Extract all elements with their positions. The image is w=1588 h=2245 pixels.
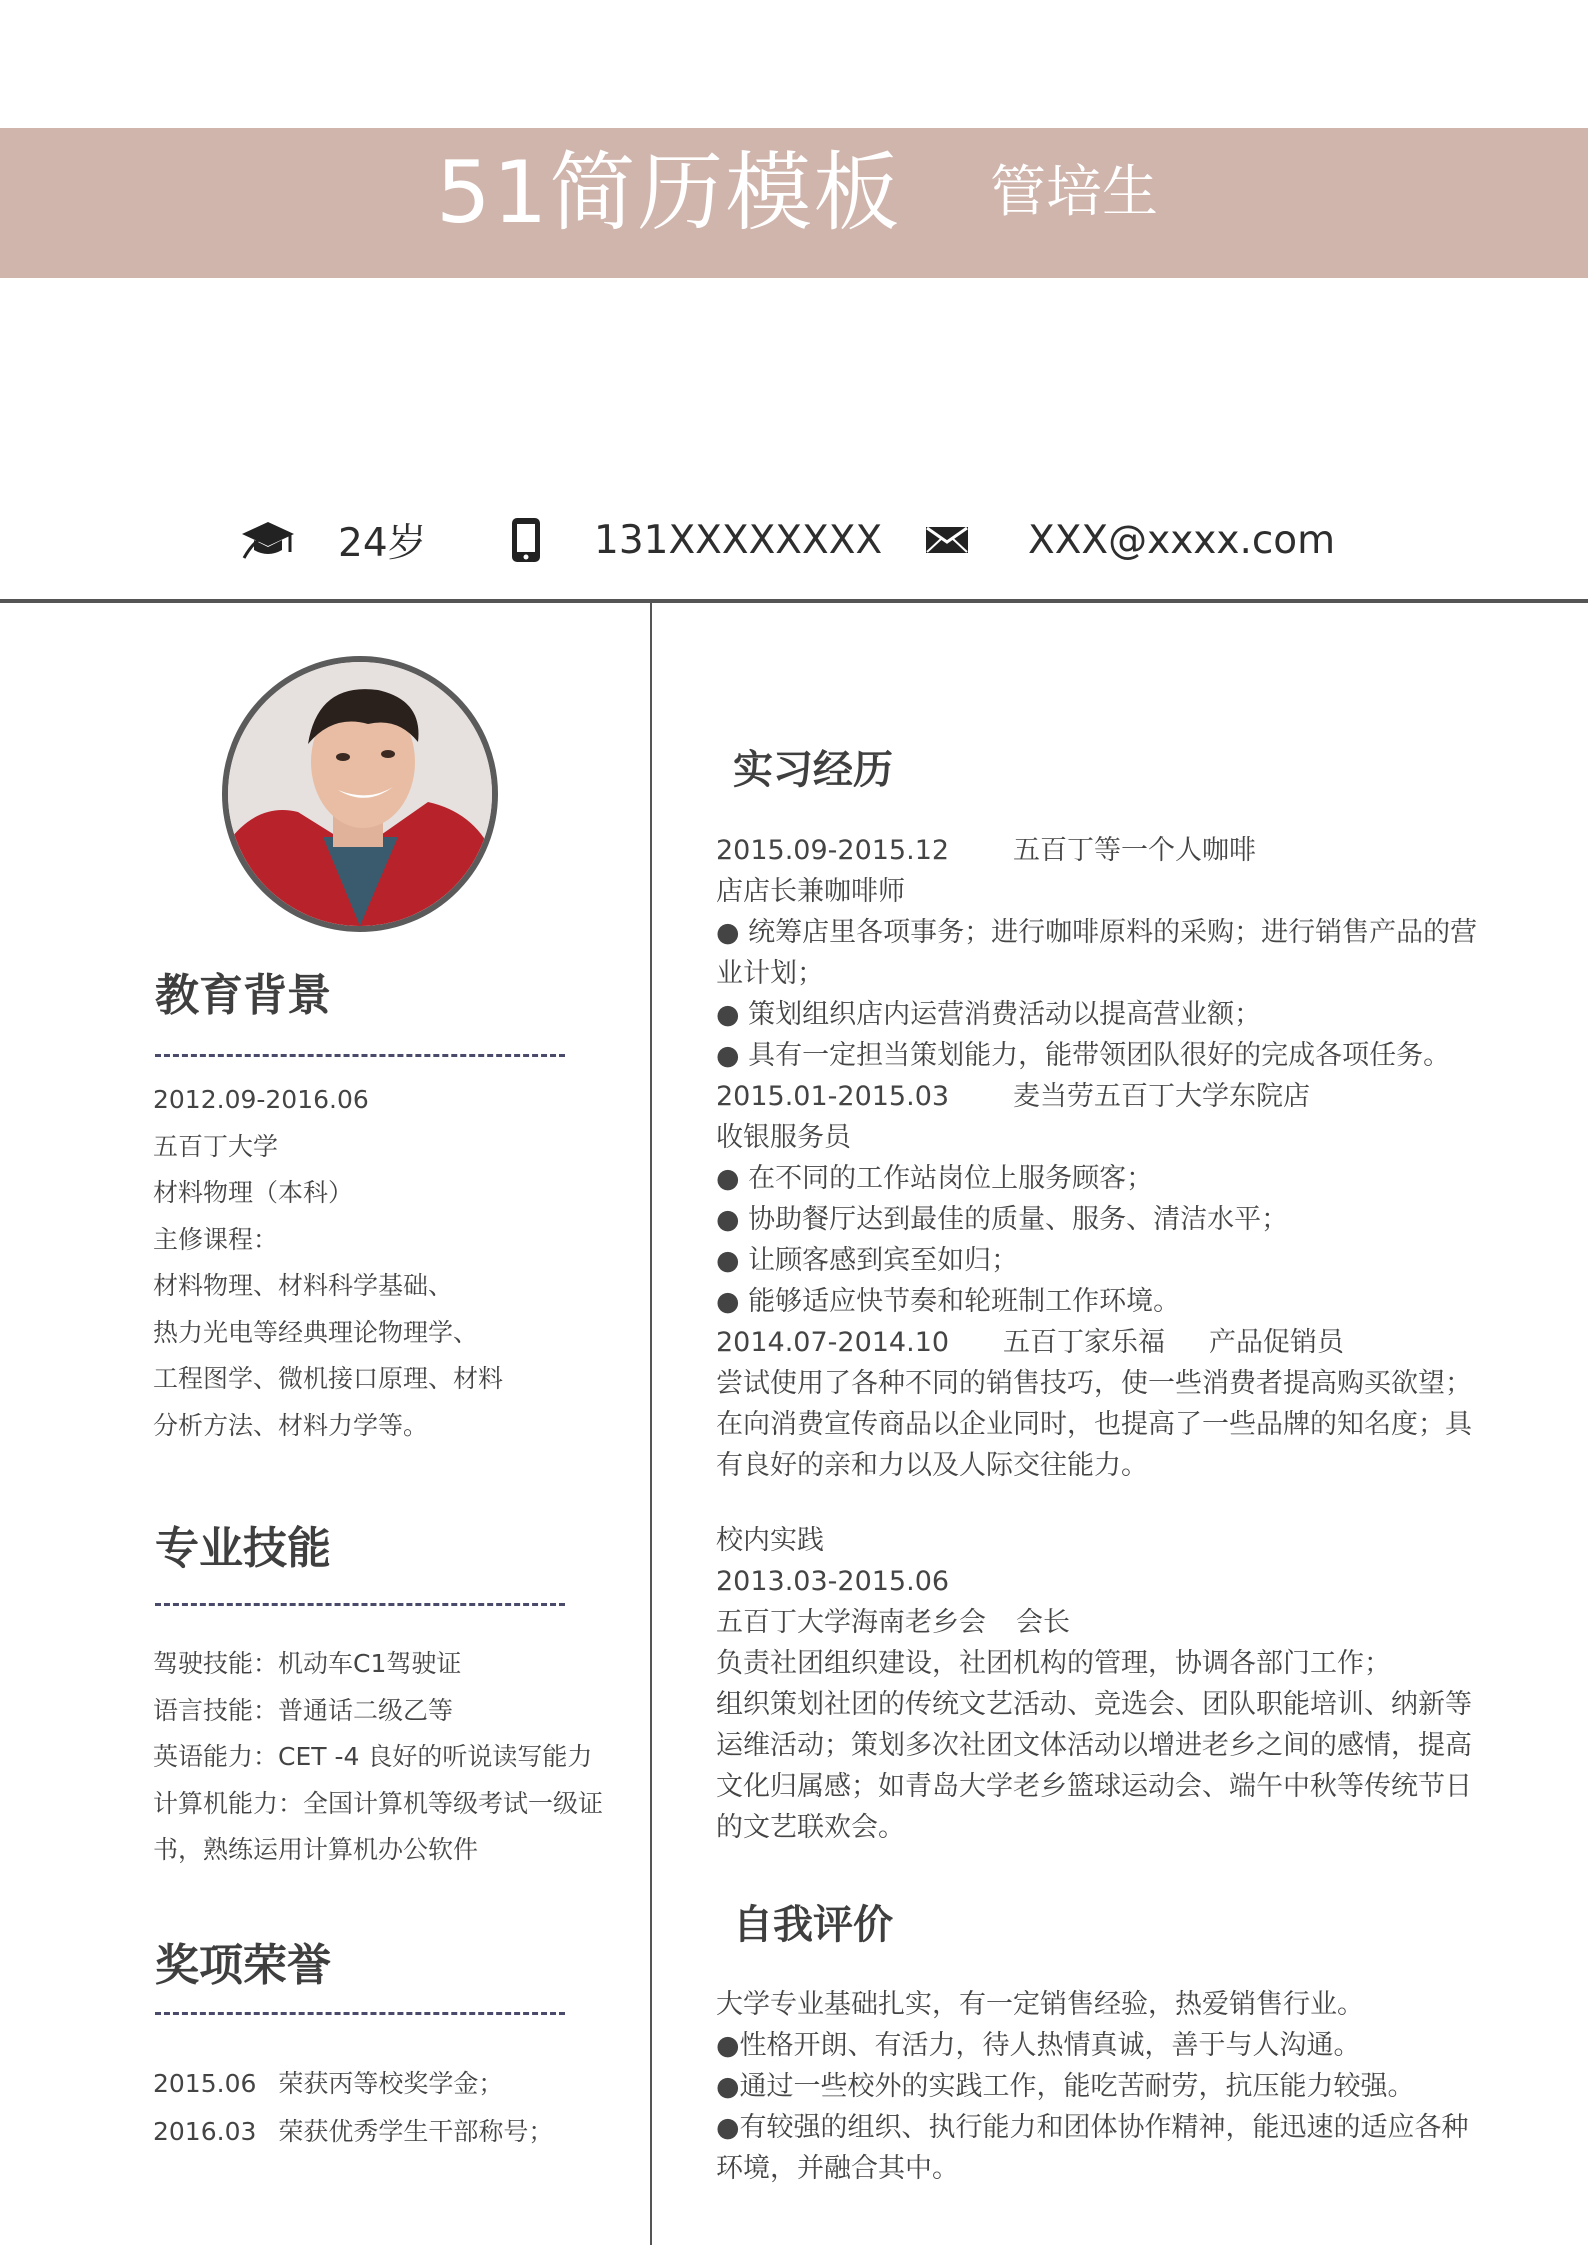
education-period: 2012.09-2016.06 xyxy=(153,1085,369,1114)
self-evaluation-line: ●通过一些校外的实践工作，能吃苦耐劳，抗压能力较强。 xyxy=(716,2071,1415,2102)
graduation-cap-icon xyxy=(240,518,296,562)
envelope-icon xyxy=(924,524,970,556)
skill-line: 语言技能：普通话二级乙等 xyxy=(153,1695,454,1725)
education-title: 教育背景 xyxy=(155,970,331,1021)
campus-line: 文化归属感；如青岛大学老乡篮球运动会、端午中秋等传统节日 xyxy=(716,1771,1472,1802)
self-evaluation-line: 大学专业基础扎实，有一定销售经验，热爱销售行业。 xyxy=(716,1989,1364,2020)
age-item xyxy=(240,505,427,575)
phone-icon xyxy=(508,516,544,564)
skill-line: 计算机能力：全国计算机等级考试一级证 xyxy=(153,1788,604,1818)
award-text: 荣获优秀学生干部称号； xyxy=(278,2117,554,2146)
award-item xyxy=(153,2060,553,2108)
job-description: 在向消费宣传商品以企业同时，也提高了一些品牌的知名度；具 xyxy=(716,1409,1472,1440)
award-text: 荣获丙等校奖学金； xyxy=(278,2069,504,2098)
internship-section xyxy=(716,830,1486,1486)
job-header xyxy=(716,1076,1486,1117)
job-position: 产品促销员 xyxy=(1209,1327,1345,1358)
campus-line: 组织策划社团的传统文艺活动、竞选会、团队职能培训、纳新等 xyxy=(716,1689,1472,1720)
education-major: 材料物理（本科） xyxy=(153,1178,354,1207)
job-company: 五百丁等一个人咖啡 xyxy=(1013,835,1257,866)
self-evaluation-line: 环境，并融合其中。 xyxy=(716,2153,959,2184)
award-date: 2016.03 xyxy=(153,2117,257,2146)
campus-label: 校内实践 xyxy=(716,1525,824,1556)
education-line: 主修课程： xyxy=(153,1224,279,1254)
self-evaluation-title: 自我评价 xyxy=(733,1902,893,1948)
campus-line: 运维活动；策划多次社团文体活动以增进老乡之间的感情，提高 xyxy=(716,1730,1472,1761)
awards-list xyxy=(153,2060,553,2156)
job-bullet: ● 统筹店里各项事务；进行咖啡原料的采购；进行销售产品的营 xyxy=(716,917,1478,948)
education-line: 工程图学、微机接口原理、材料 xyxy=(153,1364,504,1393)
campus-line: 负责社团组织建设，社团机构的管理，协调各部门工作； xyxy=(716,1648,1391,1679)
email-text: XXX@xxxx.com xyxy=(1028,517,1336,563)
job-period: 2015.09-2015.12 xyxy=(716,835,950,866)
job-bullet: ● 在不同的工作站岗位上服务顾客； xyxy=(716,1163,1154,1194)
self-evaluation-line: ●性格开朗、有活力，待人热情真诚，善于与人沟通。 xyxy=(716,2030,1361,2061)
phone-item xyxy=(508,505,882,575)
job-period: 2014.07-2014.10 xyxy=(716,1327,950,1358)
job-bullet: ● 具有一定担当策划能力，能带领团队很好的完成各项任务。 xyxy=(716,1040,1451,1071)
job-period: 2015.01-2015.03 xyxy=(716,1081,950,1112)
job-bullet: ● 协助餐厅达到最佳的质量、服务、清洁水平； xyxy=(716,1204,1289,1235)
job-header xyxy=(716,1322,1486,1363)
campus-period: 2013.03-2015.06 xyxy=(716,1566,950,1597)
campus-org: 五百丁大学海南老乡会 xyxy=(716,1607,986,1638)
education-divider xyxy=(155,1054,565,1057)
age-text: 24岁 xyxy=(338,521,427,566)
skill-line: 书，熟练运用计算机办公软件 xyxy=(153,1835,479,1864)
resume-title: 51简历模板 xyxy=(436,143,902,243)
education-line: 材料物理、材料科学基础、 xyxy=(153,1271,454,1300)
job-description: 有良好的亲和力以及人际交往能力。 xyxy=(716,1450,1148,1481)
job-header xyxy=(716,830,1486,871)
skills-title: 专业技能 xyxy=(155,1523,331,1574)
self-evaluation-line: ●有较强的组织、执行能力和团体协作精神，能迅速的适应各种 xyxy=(716,2112,1469,2143)
avatar xyxy=(222,656,498,932)
award-date: 2015.06 xyxy=(153,2069,257,2098)
education-details xyxy=(153,1077,503,1449)
campus-role: 会长 xyxy=(1016,1607,1070,1638)
education-line: 分析方法、材料力学等。 xyxy=(153,1410,429,1440)
phone-text: 131XXXXXXXX xyxy=(594,517,883,563)
job-bullet: ● 能够适应快节奏和轮班制工作环境。 xyxy=(716,1286,1181,1317)
horizontal-divider xyxy=(0,599,1588,603)
job-bullet: ● 让顾客感到宾至如归； xyxy=(716,1245,1019,1276)
skills-divider xyxy=(155,1603,565,1606)
email-item xyxy=(924,505,1335,575)
job-company: 麦当劳五百丁大学东院店 xyxy=(1013,1081,1311,1112)
skill-line: 英语能力：CET -4 良好的听说读写能力 xyxy=(153,1742,593,1771)
awards-title: 奖项荣誉 xyxy=(155,1940,331,1991)
job-position: 收银服务员 xyxy=(716,1122,851,1153)
campus-section xyxy=(716,1520,1486,1848)
job-position: 店店长兼咖啡师 xyxy=(716,876,905,907)
campus-line: 的文艺联欢会。 xyxy=(716,1812,905,1843)
job-company: 五百丁家乐福 xyxy=(1003,1327,1166,1358)
job-description: 尝试使用了各种不同的销售技巧，使一些消费者提高购买欲望； xyxy=(716,1368,1472,1399)
vertical-divider xyxy=(650,603,652,2245)
self-evaluation-section xyxy=(716,1984,1486,2189)
job-role: 管培生 xyxy=(990,160,1158,225)
contact-info-row xyxy=(0,505,1588,575)
skills-details xyxy=(153,1641,603,1874)
job-bullet: 业计划； xyxy=(716,958,824,989)
awards-divider xyxy=(155,2012,565,2015)
education-school: 五百丁大学 xyxy=(153,1131,279,1161)
education-line: 热力光电等经典理论物理学、 xyxy=(153,1317,479,1347)
job-bullet: ● 策划组织店内运营消费活动以提高营业额； xyxy=(716,999,1262,1030)
award-item xyxy=(153,2108,553,2156)
skill-line: 驾驶技能：机动车C1驾驶证 xyxy=(153,1649,462,1678)
campus-org-row xyxy=(716,1602,1486,1643)
internship-title: 实习经历 xyxy=(733,747,893,793)
